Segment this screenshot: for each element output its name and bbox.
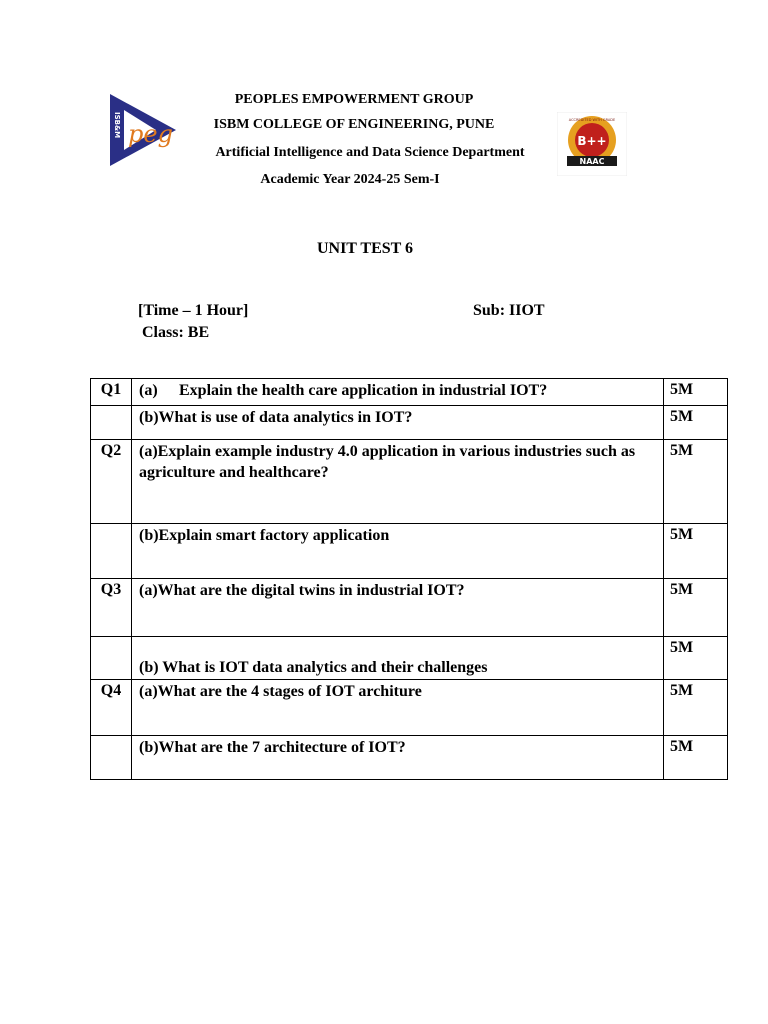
table-row bbox=[91, 736, 728, 780]
question-number: Q1 bbox=[91, 379, 132, 406]
table-row bbox=[91, 406, 728, 440]
logo-vertical-text: ISB&M bbox=[113, 112, 121, 139]
college-name: ISBM COLLEGE OF ENGINEERING, PUNE bbox=[213, 117, 495, 132]
question-marks: 5M bbox=[664, 736, 728, 780]
question-marks: 5M bbox=[664, 406, 728, 440]
naac-grade: B++ bbox=[577, 134, 607, 148]
naac-ring-text: ACCREDITED WITH GRADE bbox=[568, 118, 616, 122]
question-text: (b) What is IOT data analytics and their challenges bbox=[132, 637, 664, 680]
question-number: Q4 bbox=[91, 680, 132, 736]
question-number: Q2 bbox=[91, 440, 132, 524]
naac-org-text: NAAC bbox=[579, 157, 605, 166]
question-text: (b)What is use of data analytics in IOT? bbox=[132, 406, 664, 440]
question-text: (a)What are the 4 stages of IOT architure bbox=[132, 680, 664, 736]
question-text: (b)What are the 7 architecture of IOT? bbox=[132, 736, 664, 780]
table-row bbox=[91, 579, 728, 637]
question-text: (b)Explain smart factory application bbox=[132, 524, 664, 579]
question-number bbox=[91, 736, 132, 780]
question-text bbox=[132, 379, 664, 406]
department-name: Artificial Intelligence and Data Science Department bbox=[215, 145, 525, 160]
table-row bbox=[91, 440, 728, 524]
table-row bbox=[91, 680, 728, 736]
question-marks: 5M bbox=[664, 379, 728, 406]
question-number bbox=[91, 637, 132, 680]
question-number bbox=[91, 406, 132, 440]
subject-label: Sub: IIOT bbox=[473, 302, 545, 319]
question-marks: 5M bbox=[664, 440, 728, 524]
table-row bbox=[91, 637, 728, 680]
table-row bbox=[91, 524, 728, 579]
question-marks: 5M bbox=[664, 524, 728, 579]
logo-monogram: peg bbox=[128, 120, 173, 148]
question-part-label: (a) bbox=[139, 382, 158, 399]
org-name: PEOPLES EMPOWERMENT GROUP bbox=[234, 92, 474, 107]
time-label: [Time – 1 Hour] bbox=[138, 302, 249, 319]
question-table bbox=[90, 378, 728, 780]
question-text: (a)What are the digital twins in industrial IOT? bbox=[132, 579, 664, 637]
academic-year: Academic Year 2024-25 Sem-I bbox=[260, 172, 440, 187]
test-title: UNIT TEST 6 bbox=[316, 240, 414, 257]
table-row bbox=[91, 379, 728, 406]
class-label: Class: BE bbox=[142, 324, 210, 341]
question-text: (a)Explain example industry 4.0 application in various industries such as agriculture and healthcare? bbox=[132, 440, 664, 524]
question-number bbox=[91, 524, 132, 579]
question-marks: 5M bbox=[664, 579, 728, 637]
question-marks: 5M bbox=[664, 680, 728, 736]
question-number: Q3 bbox=[91, 579, 132, 637]
question-marks: 5M bbox=[664, 637, 728, 680]
question-text-body: Explain the health care application in industrial IOT? bbox=[179, 382, 548, 399]
